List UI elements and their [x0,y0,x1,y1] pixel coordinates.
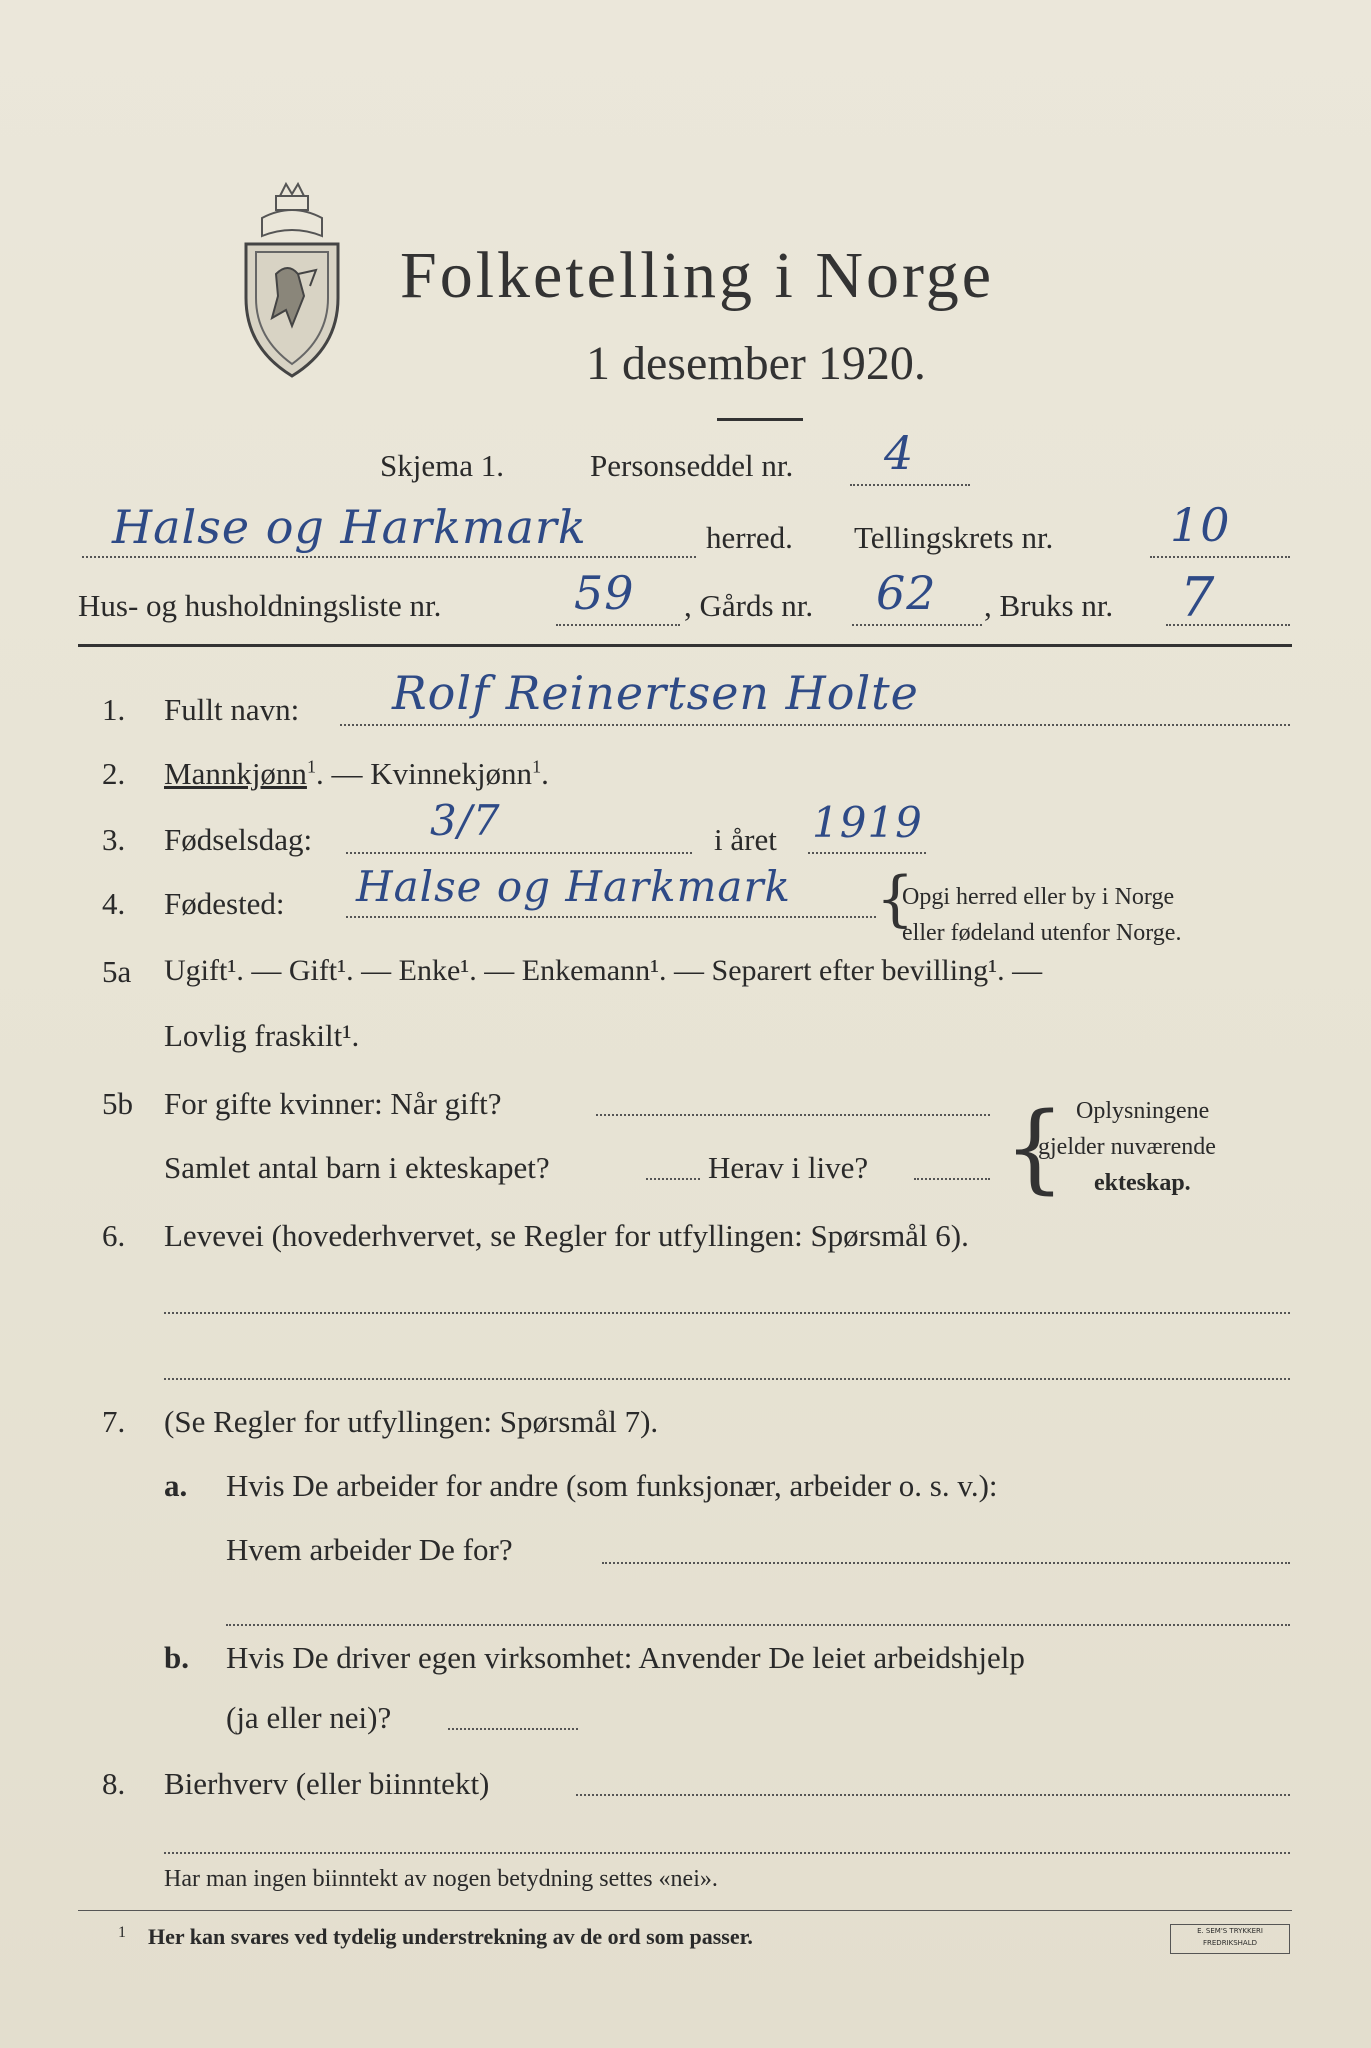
q5b-live-line [914,1178,990,1180]
q3-number: 3. [102,822,126,857]
header-separator [78,644,1292,647]
q4-brace: { [876,864,915,934]
q1-value: Rolf Reinertsen Holte [392,666,919,720]
q5b-label3: Herav i live? [708,1150,869,1185]
printer-stamp [1170,1924,1290,1954]
bruks-value: 7 [1180,566,1216,629]
q3-year-line [808,852,926,854]
herred-label: herred. [706,520,793,555]
q7a-answer-line2 [226,1624,1290,1626]
footnote-text: Her kan svares ved tydelig understrekning av de ord som passer. [148,1924,753,1949]
q8-label: Bierhverv (eller biinntekt) [164,1766,490,1801]
hus-value: 59 [574,566,635,620]
tellingskrets-line [1150,556,1290,558]
q4-line [346,916,876,918]
q3-year-value: 1919 [812,798,923,847]
q2-male: Mannkjønn [164,756,307,791]
q3-year-label: i året [714,822,777,857]
q7-number: 7. [102,1404,126,1439]
title-divider [717,418,803,421]
coat-of-arms-icon [232,178,352,383]
q7b-answer-line [448,1728,578,1730]
q4-note-line1: Opgi herred eller by i Norge [902,884,1175,910]
printer-stamp-line2: FREDRIKSHALD [1202,1939,1257,1947]
q5b-brace: { [1004,1092,1066,1204]
q6-number: 6. [102,1218,126,1253]
q7b-letter: b. [164,1640,189,1675]
q2-sep: . — [315,756,371,791]
tellingskrets-value: 10 [1170,498,1231,552]
footnote-mark: 1 [118,1924,126,1941]
q6-line2 [164,1378,1290,1380]
form-title: Folketelling i Norge [400,239,995,312]
personseddel-line [850,484,970,486]
q6-line1 [164,1312,1290,1314]
q2-female-sup: 1 [532,756,542,777]
herred-value: Halse og Harkmark [112,500,587,554]
q7b-line1: Hvis De driver egen virksomhet: Anvender De leiet arbeidshjelp [226,1640,1025,1675]
q2-end: . [541,756,549,791]
q7a-answer-line1 [602,1562,1290,1564]
hus-line [556,624,680,626]
q7a-line2: Hvem arbeider De for? [226,1532,513,1567]
q5a-line2: Lovlig fraskilt¹. [164,1018,360,1053]
q4-note-line2: eller fødeland utenfor Norge. [902,920,1182,946]
q7b-line2: (ja eller nei)? [226,1700,392,1735]
q2-female: Kvinnekjønn [370,756,533,791]
q7-label: (Se Regler for utfyllingen: Spørsmål 7). [164,1404,659,1439]
q5b-label2: Samlet antal barn i ekteskapet? [164,1150,550,1185]
q4-value: Halse og Harkmark [356,862,791,911]
q1-line [340,724,1290,726]
q5b-note-line3: ekteskap. [1094,1170,1191,1196]
q3-day-value: 3/7 [430,796,501,845]
gards-label: , Gårds nr. [684,588,814,623]
q5b-label1: For gifte kvinner: Når gift? [164,1086,502,1121]
q1-number: 1. [102,692,126,727]
q2-options [164,756,549,792]
schema-label: Skjema 1. [380,448,504,483]
footer-divider [78,1910,1292,1911]
gards-value: 62 [876,566,937,620]
q5a-line1: Ugift¹. — Gift¹. — Enke¹. — Enkemann¹. — Separert efter bevilling¹. — [164,954,1043,987]
hus-label: Hus- og husholdningsliste nr. [78,588,442,623]
q2-male-sup: 1 [306,756,316,777]
q2-number: 2. [102,756,126,791]
q7a-letter: a. [164,1468,188,1503]
bruks-label: , Bruks nr. [984,588,1114,623]
personseddel-label: Personseddel nr. [590,448,794,483]
personseddel-value: 4 [884,426,915,480]
q3-day-line [346,852,692,854]
q4-label: Fødested: [164,886,285,921]
q8-line1 [576,1794,1290,1796]
q5b-note-line1: Oplysningene [1076,1098,1210,1124]
q5b-number: 5b [102,1086,133,1121]
printer-stamp-line1: E. SEM'S TRYKKERI [1197,1927,1263,1935]
tellingskrets-label: Tellingskrets nr. [854,520,1054,555]
q8-number: 8. [102,1766,126,1801]
q1-label: Fullt navn: [164,692,300,727]
q7a-line1: Hvis De arbeider for andre (som funksjonær, arbeider o. s. v.): [226,1468,998,1503]
footer-note: Har man ingen biinntekt av nogen betydning settes «nei». [164,1866,718,1892]
q5b-gift-line [596,1114,990,1116]
q5a-number: 5a [102,954,132,989]
form-date: 1 desember 1920. [586,337,926,390]
q3-label: Fødselsdag: [164,822,313,857]
q4-number: 4. [102,886,126,921]
gards-line [852,624,982,626]
herred-line [82,556,696,558]
q6-label: Levevei (hovederhvervet, se Regler for utfyllingen: Spørsmål 6). [164,1218,969,1253]
q5b-note-line2: gjelder nuværende [1038,1134,1216,1160]
q8-line2 [164,1852,1290,1854]
q5b-barn-line [646,1178,700,1180]
